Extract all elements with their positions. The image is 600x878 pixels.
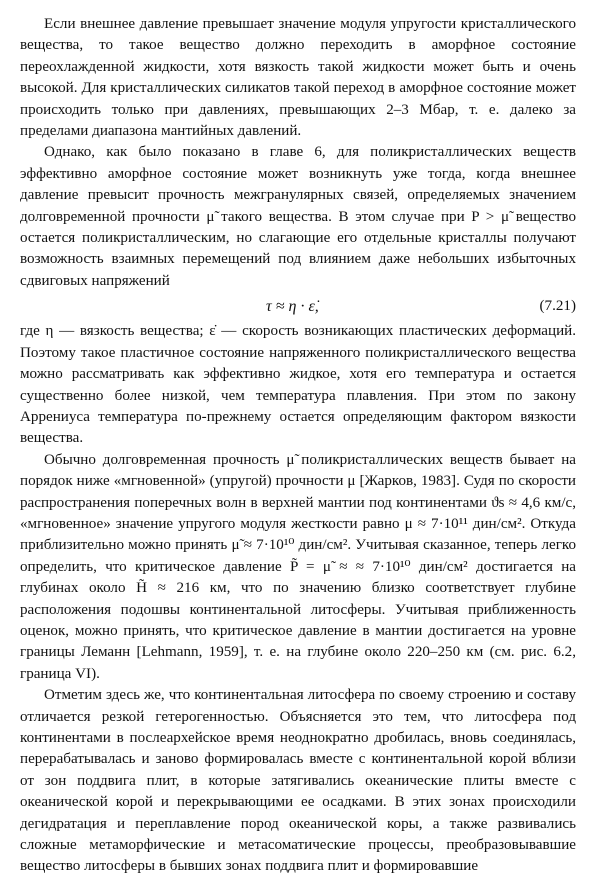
equation-7-21: [20, 292, 576, 321]
paragraph-2: Однако, как было показано в главе 6, для поликристаллических веществ эффективно аморфное состояние может возникнуть уже тогда, когда внешнее давление превысит прочность межгранулярных связей, определяемых значением долговременной прочности μ̃ такого вещества. В этом случае при P > μ̃ вещество остается поликристаллическим, но слагающие его отдельные кристаллы получают возможность взаимных перемещений под влиянием даже небольших избыточных сдвиговых напряжений: [20, 144, 576, 289]
paragraph-1: Если внешнее давление превышает значение модуля упругости кристаллического вещества, то такое вещество должно переходить в аморфное состояние переохлажденной жидкости, хотя вязкость такой жидкости может быть и очень высокой. Для кристаллических силикатов такой переход в аморфное состояние может происходить только при давлениях, превышающих 2–3 Мбар, т. е. далеко за пределами диапазона мантийных давлений.: [20, 16, 576, 140]
book-page: [20, 14, 576, 878]
equation-formula: τ ≈ η · ε̇,: [266, 298, 319, 316]
paragraph-4: Обычно долговременная прочность μ̃ поликристаллических веществ бывает на порядок ниже «мгновенной» (упругой) прочности μ [Жарков, 1983]. Судя по скорости распространения поперечных волн в верхней мантии под континентами ϑs ≈ 4,6 км/с, «мгновенное» значение упругого модуля жесткости равно μ ≈ 7·10¹¹ дин/см². Откуда приблизительно можно принять μ̃ ≈ 7·10¹⁰ дин/см². Учитывая сказанное, теперь легко определить, что критическое давление P̃ = μ̃ ≈ ≈ 7·10¹⁰ дин/см² достигается на глубинах около H̃ ≈ 216 км, что по значению близко соответствует глубине расположения подошвы континентальной литосферы. Учитывая приближенность оценок, можно принять, что критическое давление в мантии достигается на уровне границы Леманн [Lehmann, 1959], т. е. на глубине около 220–250 км (см. рис. 6.2, граница VI).: [20, 451, 576, 682]
paragraph-3: где η — вязкость вещества; ε̇ — скорость возникающих пластических деформаций. Поэтому такое пластичное состояние напряженного поликристаллического вещества можно рассматривать как эффективно жидкое, хотя его температура и остается существенно более низкой, чем температура плавления. При этом по закону Аррениуса температура по-прежнему остается определяющим фактором вязкости вещества.: [20, 323, 576, 447]
paragraph-5: Отметим здесь же, что континентальная литосфера по своему строению и составу отличается резкой гетерогенностью. Объясняется это тем, что литосфера под континентами в послеархейское время неоднократно дробилась, вновь соединялась, перерабатывалась и заново формировалась вместе с континентальной корой вблизи от зон поддвига плит, в которые затягивались океанические плиты вместе с океанической корой и перекрывающими ее осадками. В этих зонах происходили дегидратация и переплавление пород океанической коры, а также развивались сложные метаморфические и метасоматические процессы, преобразовывавшие вещество литосферы в бывших зонах поддвига плит и формировавшие: [20, 687, 576, 875]
equation-number: (7.21): [539, 298, 576, 315]
